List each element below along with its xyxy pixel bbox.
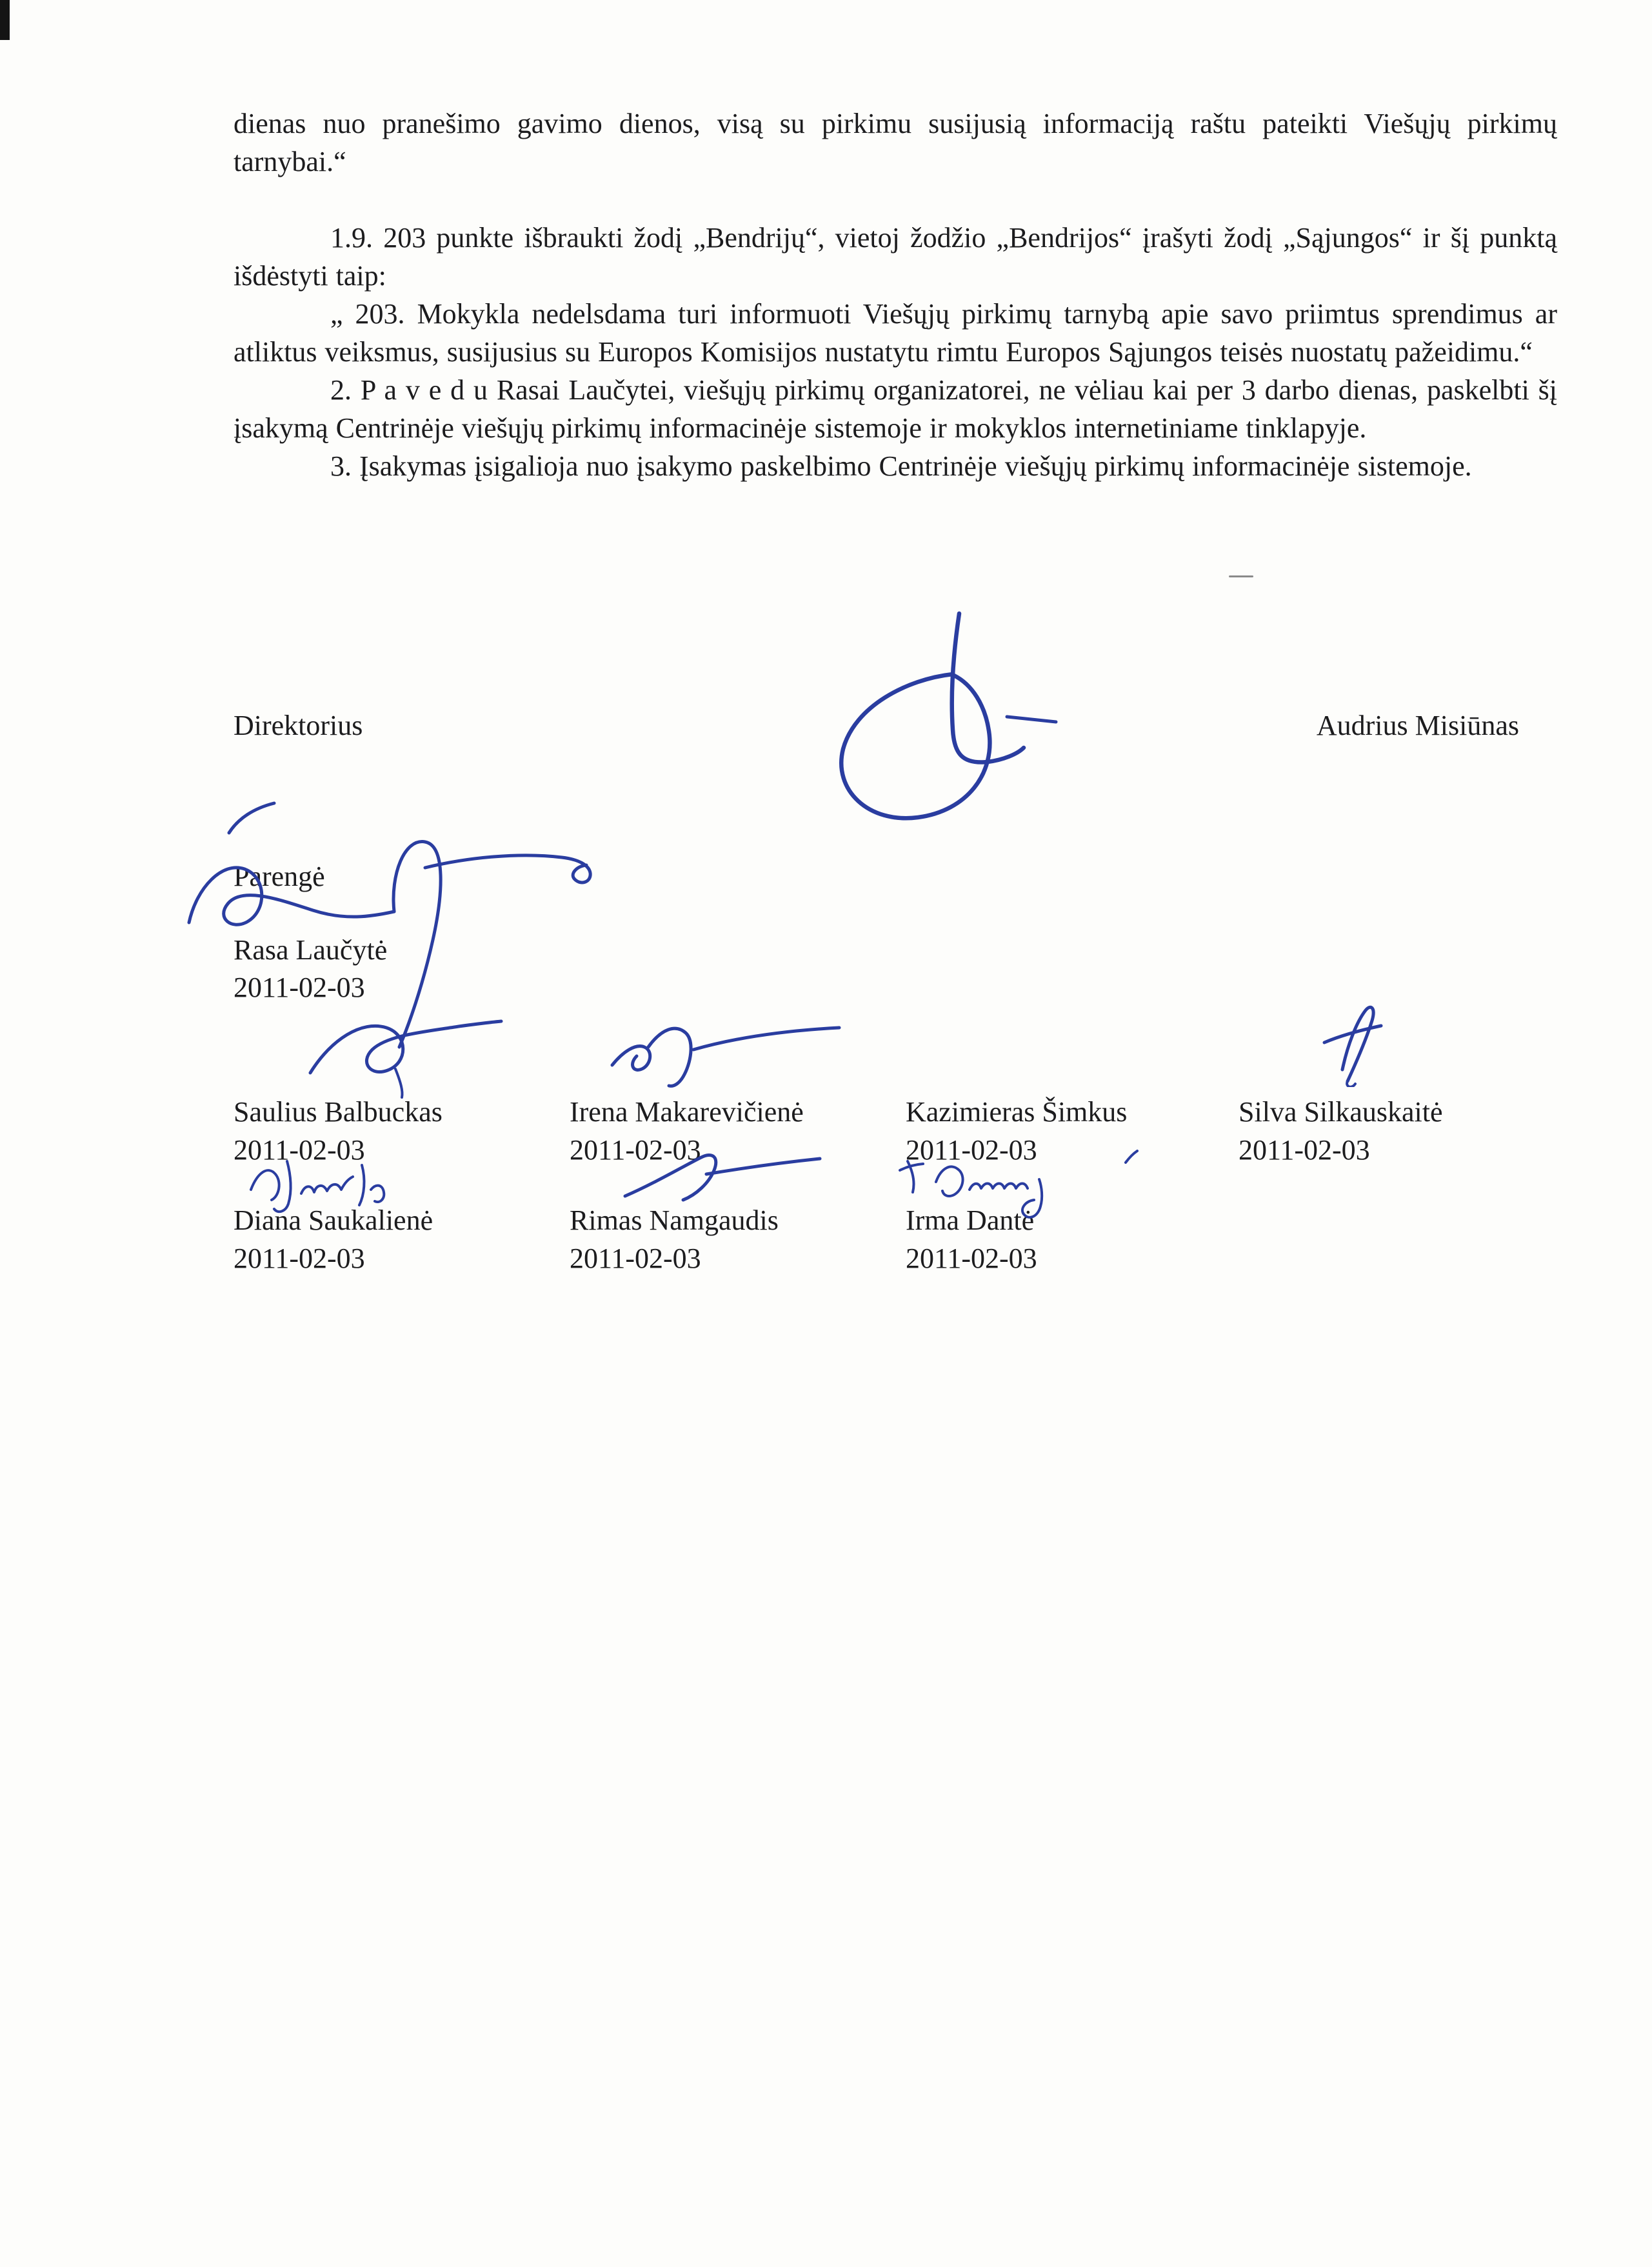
signatory-date: 2011-02-03 — [1239, 1134, 1370, 1166]
signatories-row-1 — [234, 1093, 1456, 1169]
signature-silva-silkauskaite — [1293, 1000, 1397, 1087]
signatories-row-2 — [234, 1201, 1050, 1277]
signatory-date: 2011-02-03 — [570, 1134, 701, 1166]
signatory-name: Diana Saukalienė — [234, 1204, 433, 1236]
scan-edge-artifact — [0, 0, 10, 40]
director-name: Audrius Misiūnas — [1316, 710, 1519, 741]
signatory-silva-silkauskaite — [1239, 1093, 1456, 1169]
director-title: Direktorius — [234, 710, 363, 741]
prepared-by-name: Rasa Laučytė — [234, 934, 388, 966]
paragraph-203-quote: „ 203. Mokykla nedelsdama turi informuoti Viešųjų pirkimų tarnybą apie savo priimtus sprendimus ar atliktus veiksmus, susijusius su Europos Komisijos nustatytu rimtu Europos Sąjungos teisės nuostatų pažeidimu.“ — [234, 298, 1557, 368]
signatory-irma-dante — [906, 1201, 1050, 1277]
signatory-date: 2011-02-03 — [234, 1243, 365, 1274]
signatory-date: 2011-02-03 — [570, 1243, 701, 1274]
signatory-irena-makareviciene — [570, 1093, 906, 1169]
signatory-name: Silva Silkauskaitė — [1239, 1096, 1443, 1128]
prepared-by-label: Parengė — [234, 861, 325, 892]
signature-saulius-balbuckas — [300, 1003, 513, 1100]
paragraph-1-9: 1.9. 203 punkte išbraukti žodį „Bendrijų“, vietoj žodžio „Bendrijos“ įrašyti žodį „Sąjungos“ ir šį punktą išdėstyti taip: — [234, 222, 1557, 292]
signatory-date: 2011-02-03 — [906, 1243, 1037, 1274]
signatory-name: Rimas Namgaudis — [570, 1204, 779, 1236]
prepared-by-block — [234, 858, 387, 1006]
paragraph-3-isakymas: 3. Įsakymas įsigalioja nuo įsakymo paskelbimo Centrinėje viešųjų pirkimų informacinėje sistemoje. — [330, 450, 1472, 482]
document-body-text — [234, 105, 1557, 485]
signatory-name: Irena Makarevičienė — [570, 1096, 804, 1128]
signatory-name: Kazimieras Šimkus — [906, 1096, 1128, 1128]
signatory-name: Irma Dantė — [906, 1204, 1035, 1236]
signatory-date: 2011-02-03 — [234, 1134, 365, 1166]
paragraph-continuation: dienas nuo pranešimo gavimo dienos, visą su pirkimu susijusią informaciją raštu pateikti Viešųjų pirkimų tarnybai.“ — [234, 108, 1557, 177]
signatory-date: 2011-02-03 — [906, 1134, 1037, 1166]
paragraph-2-pavedu: 2. P a v e d u Rasai Laučytei, viešųjų pirkimų organizatorei, ne vėliau kai per 3 darbo dienas, paskelbti šį įsakymą Centrinėje viešųjų pirkimų informacinėje sistemoje ir mokyklos internetiniame tinklapyje. — [234, 374, 1557, 444]
scan-speck-artifact — [1229, 575, 1253, 577]
signatory-rimas-namgaudis — [570, 1201, 906, 1277]
director-signature-row — [234, 706, 1519, 744]
signatory-name: Saulius Balbuckas — [234, 1096, 443, 1128]
signatory-saulius-balbuckas — [234, 1093, 570, 1169]
signature-irena-makareviciene — [597, 1010, 855, 1100]
prepared-by-date: 2011-02-03 — [234, 972, 365, 1003]
signatory-diana-saukaliene — [234, 1201, 570, 1277]
signatory-kazimieras-simkus — [906, 1093, 1239, 1169]
